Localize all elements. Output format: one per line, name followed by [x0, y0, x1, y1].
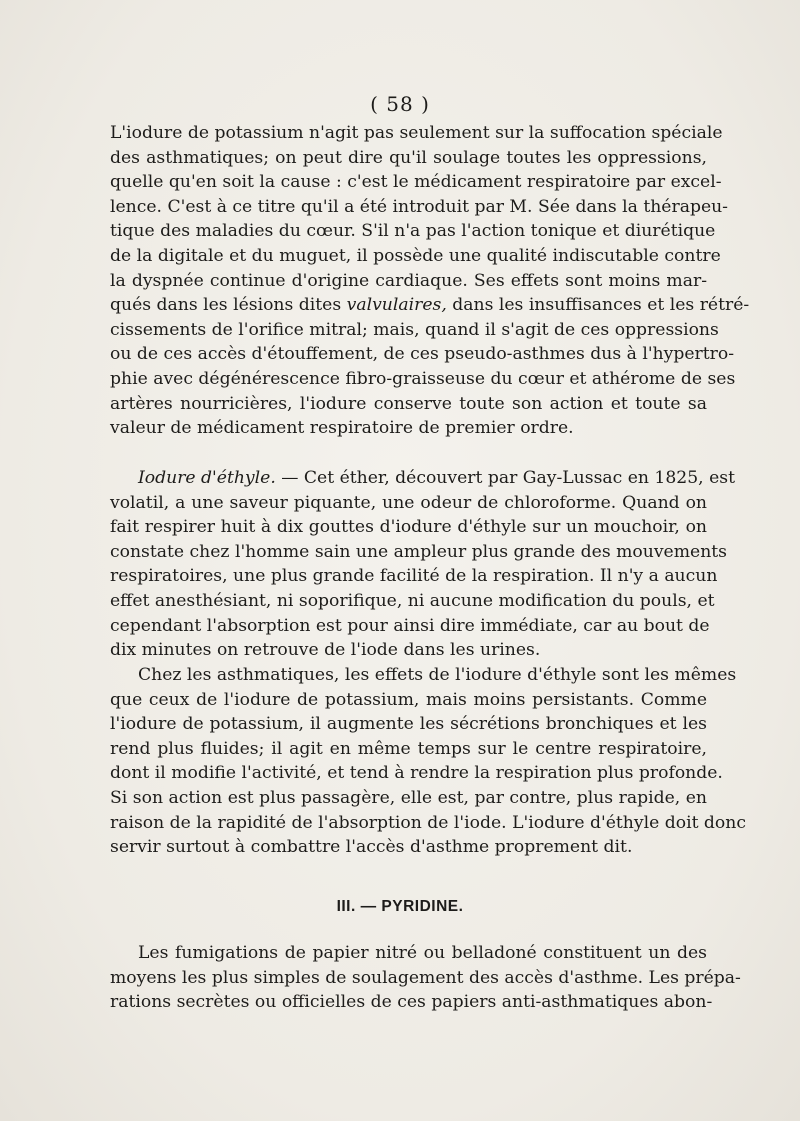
text-line: moyens les plus simples de soulagement des accès d'asthme. Les prépa-: [110, 967, 741, 988]
text-line: phie avec dégénérescence fibro-graisseuse du cœur et athérome de ses: [110, 368, 736, 389]
text-line: dont il modifie l'activité, et tend à rendre la respiration plus profonde.: [110, 763, 723, 784]
section-heading: III. — PYRIDINE.: [336, 898, 464, 915]
text-line: L'iodure de potassium n'agit pas seulement sur la suffocation spéciale: [110, 123, 723, 143]
text-line: Si son action est plus passagère, elle est, par contre, plus rapide, en: [110, 787, 707, 808]
text-line: lence. C'est à ce titre qu'il a été introduit par M. Sée dans la thérapeu-: [110, 196, 728, 217]
text-line: cependant l'absorption est pour ainsi dire immédiate, car au bout de: [110, 615, 710, 636]
text-line: de la digitale et du muguet, il possède une qualité indiscutable contre: [110, 245, 721, 266]
text-line: effet anesthésiant, ni soporifique, ni aucune modification du pouls, et: [110, 590, 715, 611]
text-line: l'iodure de potassium, il augmente les sécrétions bronchiques et les: [110, 714, 707, 735]
text-line: quelle qu'en soit la cause : c'est le médicament respiratoire par excel-: [110, 172, 722, 193]
text-line: valeur de médicament respiratoire de premier ordre.: [110, 418, 574, 439]
text-line: rations secrètes ou officielles de ces papiers anti-asthmatiques abon-: [110, 992, 713, 1013]
italic-heading: Iodure d'éthyle.: [138, 468, 276, 488]
text-line: dix minutes on retrouve de l'iode dans les urines.: [110, 640, 541, 661]
paragraph-iodure-de-potassium: [110, 121, 750, 441]
text-line-mixed: [110, 466, 735, 491]
text-line: volatil, a une saveur piquante, une odeur de chloroforme. Quand on: [110, 492, 707, 513]
text-line: des asthmatiques; on peut dire qu'il soulage toutes les oppressions,: [110, 147, 707, 168]
text-line: que ceux de l'iodure de potassium, mais moins persistants. Comme: [110, 689, 707, 710]
text-segment: qués dans les lésions dites: [110, 295, 347, 316]
page-number: ( 58 ): [370, 92, 430, 116]
text-line: Les fumigations de papier nitré ou belladoné constituent un des: [138, 943, 707, 963]
text-line: artères nourricières, l'iodure conserve toute son action et toute sa: [110, 393, 707, 414]
paragraph-pyridine: [110, 941, 741, 1015]
text-line: Chez les asthmatiques, les effets de l'iodure d'éthyle sont les mêmes: [138, 665, 737, 685]
text-line: constate chez l'homme sain une ampleur plus grande des mouvements: [110, 541, 727, 562]
text-line: cissements de l'orifice mitral; mais, quand il s'agit de ces oppressions: [110, 319, 719, 340]
text-line: ou de ces accès d'étouffement, de ces pseudo-asthmes dus à l'hypertro-: [110, 344, 735, 365]
text-line: la dyspnée continue d'origine cardiaque. Ses effets sont moins mar-: [110, 270, 707, 291]
text-line: raison de la rapidité de l'absorption de l'iode. L'iodure d'éthyle doit donc: [110, 812, 746, 833]
text-line-mixed: [110, 293, 750, 318]
text-line: servir surtout à combattre l'accès d'asthme proprement dit.: [110, 837, 633, 858]
paragraph-iodure-d-ethyle: [110, 466, 735, 663]
italic-term: valvulaires,: [346, 295, 447, 316]
text-segment: dans les insuffisances et les rétré-: [446, 295, 750, 316]
text-line: respiratoires, une plus grande facilité de la respiration. Il n'y a aucun: [110, 566, 718, 587]
text-line: fait respirer huit à dix gouttes d'iodure d'éthyle sur un mouchoir, on: [110, 517, 707, 538]
text-line: tique des maladies du cœur. S'il n'a pas l'action tonique et diurétique: [110, 221, 716, 242]
text-segment: — Cet éther, découvert par Gay-Lussac en 1825, est: [275, 468, 735, 488]
text-line: rend plus fluides; il agit en même temps sur le centre respiratoire,: [110, 738, 707, 759]
paragraph-asthmatiques: [110, 663, 746, 860]
